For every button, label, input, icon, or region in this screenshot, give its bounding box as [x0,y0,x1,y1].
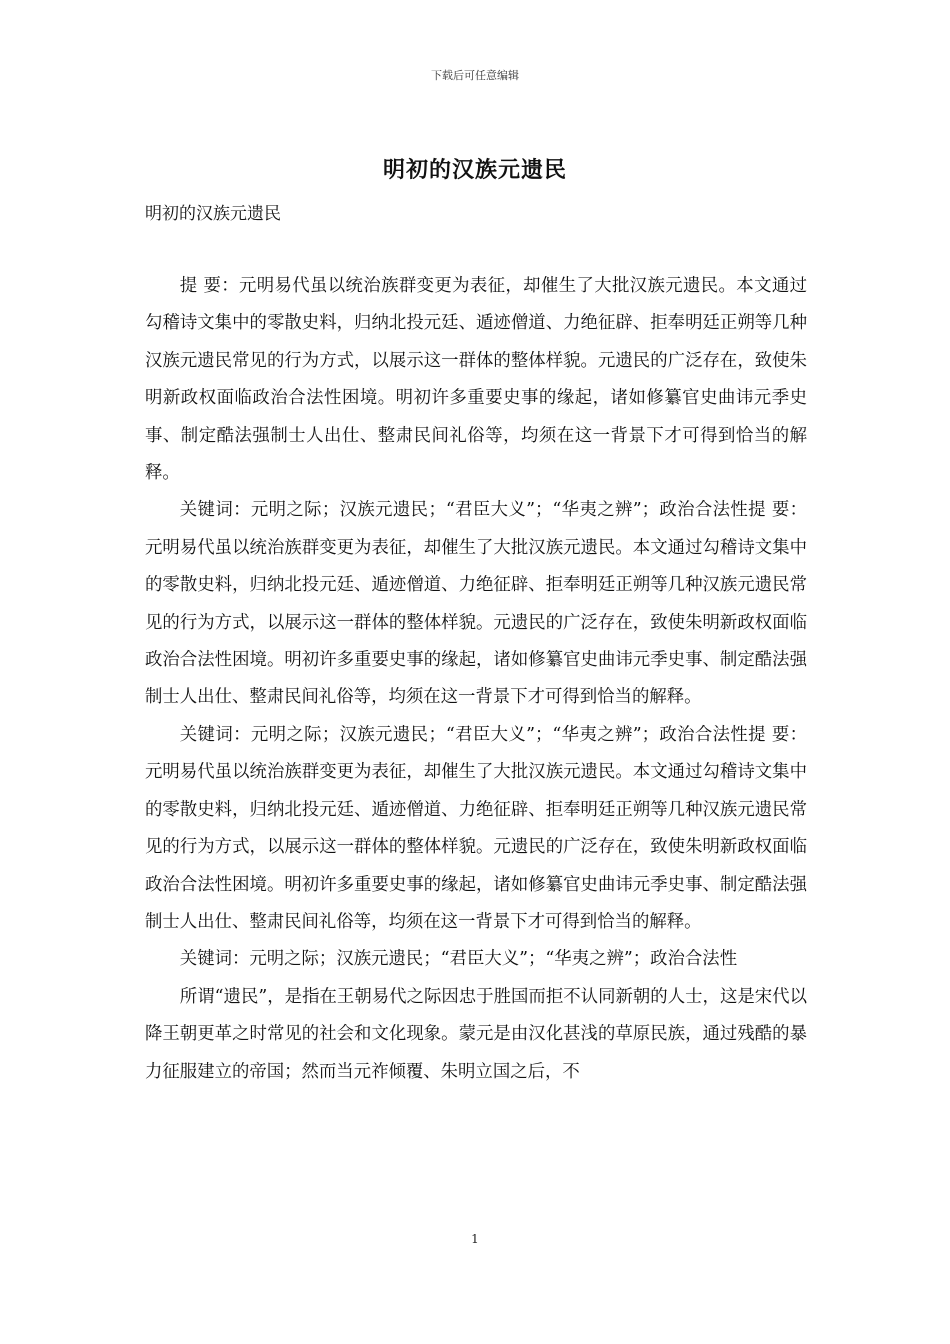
abstract-paragraph: 提 要：元明易代虽以统治族群变更为表征，却催生了大批汉族元遗民。本文通过勾稽诗文集中的零散史料，归纳北投元廷、遁迹僧道、力绝征辟、拒奉明廷正朔等几种汉族元遗民常见的行为方式，以展示这一群体的整体样貌。元遗民的广泛存在，致使朱明新政权面临政治合法性困境。明初许多重要史事的缘起，诸如修纂官史曲讳元季史事、制定酷法强制士人出仕、整肃民间礼俗等，均须在这一背景下才可得到恰当的解释。 [145,276,807,484]
page-header-note: 下载后可任意编辑 [431,69,519,82]
body-paragraph: 所谓“遗民”，是指在王朝易代之际因忠于胜国而拒不认同新朝的人士，这是宋代以降王朝更革之时常见的社会和文化现象。蒙元是由汉化甚浅的草原民族，通过残酷的暴力征服建立的帝国；然而当元祚倾覆、朱明立国之后，不 [145,986,807,1082]
keywords-abstract-paragraph: 关键词：元明之际；汉族元遗民；“君臣大义”；“华夷之辨”；政治合法性提 要：元明易代虽以统治族群变更为表征，却催生了大批汉族元遗民。本文通过勾稽诗文集中的零散史料，归纳北投元廷、遁迹僧道、力绝征辟、拒奉明廷正朔等几种汉族元遗民常见的行为方式，以展示这一群体的整体样貌。元遗民的广泛存在，致使朱明新政权面临政治合法性困境。明初许多重要史事的缘起，诸如修纂官史曲讳元季史事、制定酷法强制士人出仕、整肃民间礼俗等，均须在这一背景下才可得到恰当的解释。 [145,724,807,932]
keywords-paragraph: 关键词：元明之际；汉族元遗民；“君臣大义”；“华夷之辨”；政治合法性 [179,949,738,970]
keywords-abstract-paragraph: 关键词：元明之际；汉族元遗民；“君臣大义”；“华夷之辨”；政治合法性提 要：元明易代虽以统治族群变更为表征，却催生了大批汉族元遗民。本文通过勾稽诗文集中的零散史料，归纳北投元廷、遁迹僧道、力绝征辟、拒奉明廷正朔等几种汉族元遗民常见的行为方式，以展示这一群体的整体样貌。元遗民的广泛存在，致使朱明新政权面临政治合法性困境。明初许多重要史事的缘起，诸如修纂官史曲讳元季史事、制定酷法强制士人出仕、整肃民间礼俗等，均须在这一背景下才可得到恰当的解释。 [145,500,807,708]
document-title: 明初的汉族元遗民 [382,157,567,183]
page-number: 1 [471,1232,479,1246]
document-body [145,268,807,1091]
document-subtitle: 明初的汉族元遗民 [145,204,281,224]
